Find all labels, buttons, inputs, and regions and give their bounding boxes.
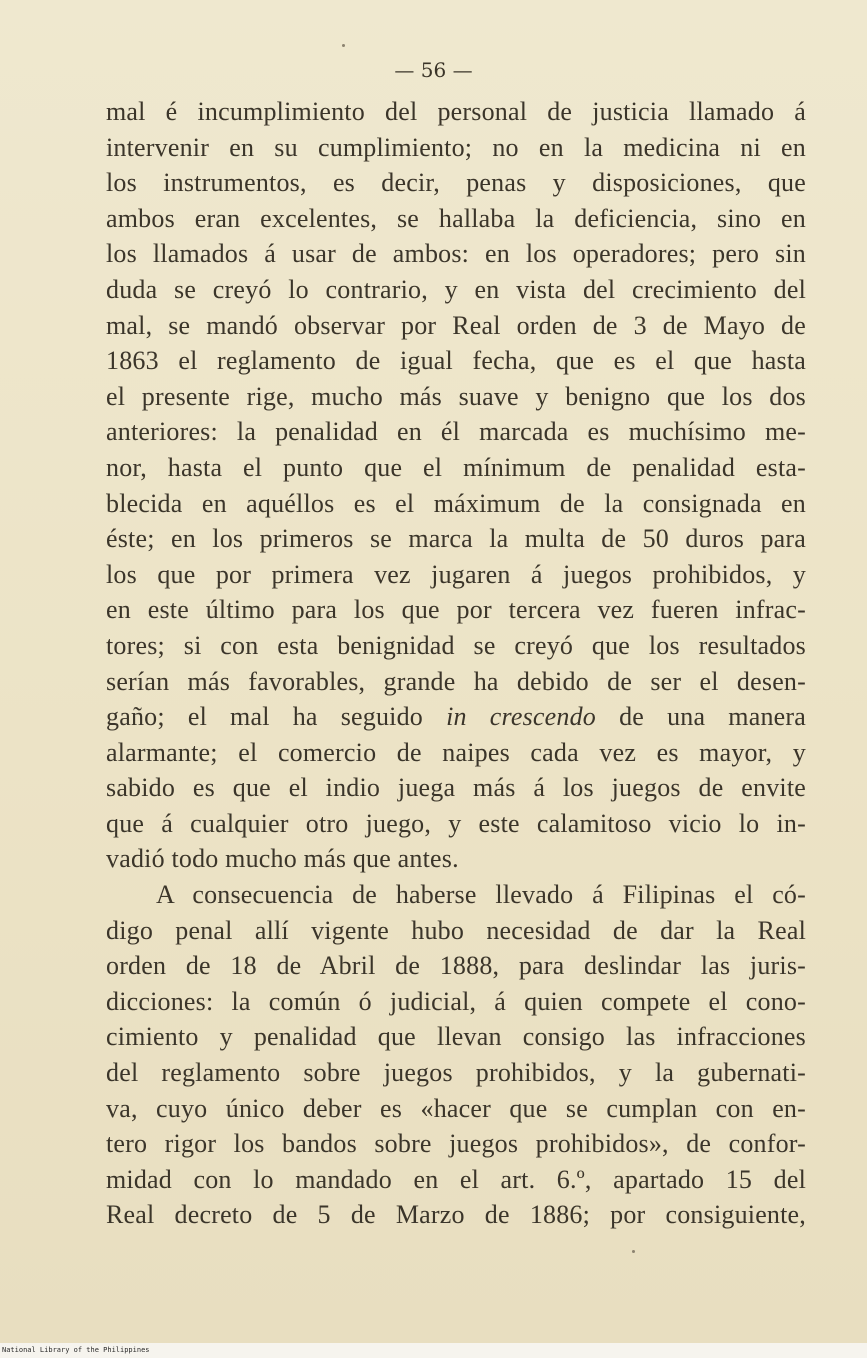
paragraph-start-line: A consecuencia de haberse llevado á Filipinas el có- — [156, 880, 806, 910]
text-line: mal, se mandó observar por Real orden de 3 de Mayo de — [106, 310, 806, 340]
text-line: tero rigor los bandos sobre juegos prohibidos», de confor- — [106, 1129, 806, 1159]
text-line-with-italic — [106, 699, 806, 735]
text-line: del reglamento sobre juegos prohibidos, y la gubernati- — [106, 1058, 806, 1088]
text-line: éste; en los primeros se marca la multa de 50 duros para — [106, 524, 806, 554]
text-line: dicciones: la común ó judicial, á quien compete el cono- — [106, 986, 806, 1016]
text-line: va, cuyo único deber es «hacer que se cumplan con en- — [106, 1093, 806, 1123]
text-line: serían más favorables, grande ha debido de ser el desen- — [106, 666, 806, 696]
text-line: nor, hasta el punto que el mínimum de penalidad esta- — [106, 452, 806, 482]
text-line: digo penal allí vigente hubo necesidad de dar la Real — [106, 915, 806, 945]
text-line: blecida en aquéllos es el máximum de la consignada en — [106, 488, 806, 518]
text-line: que á cualquier otro juego, y este calamitoso vicio lo in- — [106, 808, 806, 838]
text-line: los que por primera vez jugaren á juegos prohibidos, y — [106, 559, 806, 589]
text-line: sabido es que el indio juega más á los juegos de envite — [106, 773, 806, 803]
text-line: Real decreto de 5 de Marzo de 1886; por consiguiente, — [106, 1200, 806, 1230]
library-footer: National Library of the Philippines — [2, 1346, 150, 1354]
italic-phrase: in crescendo — [446, 702, 596, 732]
text-segment: de una manera — [596, 702, 806, 732]
text-line: en este último para los que por tercera vez fueren infrac- — [106, 595, 806, 625]
text-line: los instrumentos, es decir, penas y disposiciones, que — [106, 168, 806, 198]
body-text — [106, 94, 806, 1233]
text-line: duda se creyó lo contrario, y en vista del crecimiento del — [106, 274, 806, 304]
text-line: anteriores: la penalidad en él marcada es muchísimo me- — [106, 417, 806, 447]
text-line: 1863 el reglamento de igual fecha, que es el que hasta — [106, 346, 806, 376]
text-line: el presente rige, mucho más suave y benigno que los dos — [106, 381, 806, 411]
text-line: ambos eran excelentes, se hallaba la deficiencia, sino en — [106, 203, 806, 233]
paragraph-end-line: vadió todo mucho más que antes. — [106, 844, 459, 874]
paper-speck — [342, 44, 345, 47]
text-segment: gaño; el mal ha seguido — [106, 702, 447, 732]
text-line: mal é incumplimiento del personal de justicia llamado á — [106, 97, 806, 126]
page-number: — 56 — — [394, 58, 473, 82]
text-line: intervenir en su cumplimiento; no en la medicina ni en — [106, 132, 806, 162]
text-line: cimiento y penalidad que llevan consigo las infracciones — [106, 1022, 806, 1052]
text-line: orden de 18 de Abril de 1888, para deslindar las juris- — [106, 951, 806, 981]
text-line: midad con lo mandado en el art. 6.º, apartado 15 del — [106, 1164, 806, 1194]
text-line: alarmante; el comercio de naipes cada vez es mayor, y — [106, 737, 806, 767]
text-line: los llamados á usar de ambos: en los operadores; pero sin — [106, 239, 806, 269]
text-line: tores; si con esta benignidad se creyó que los resultados — [106, 630, 806, 660]
paper-speck — [632, 1250, 635, 1253]
